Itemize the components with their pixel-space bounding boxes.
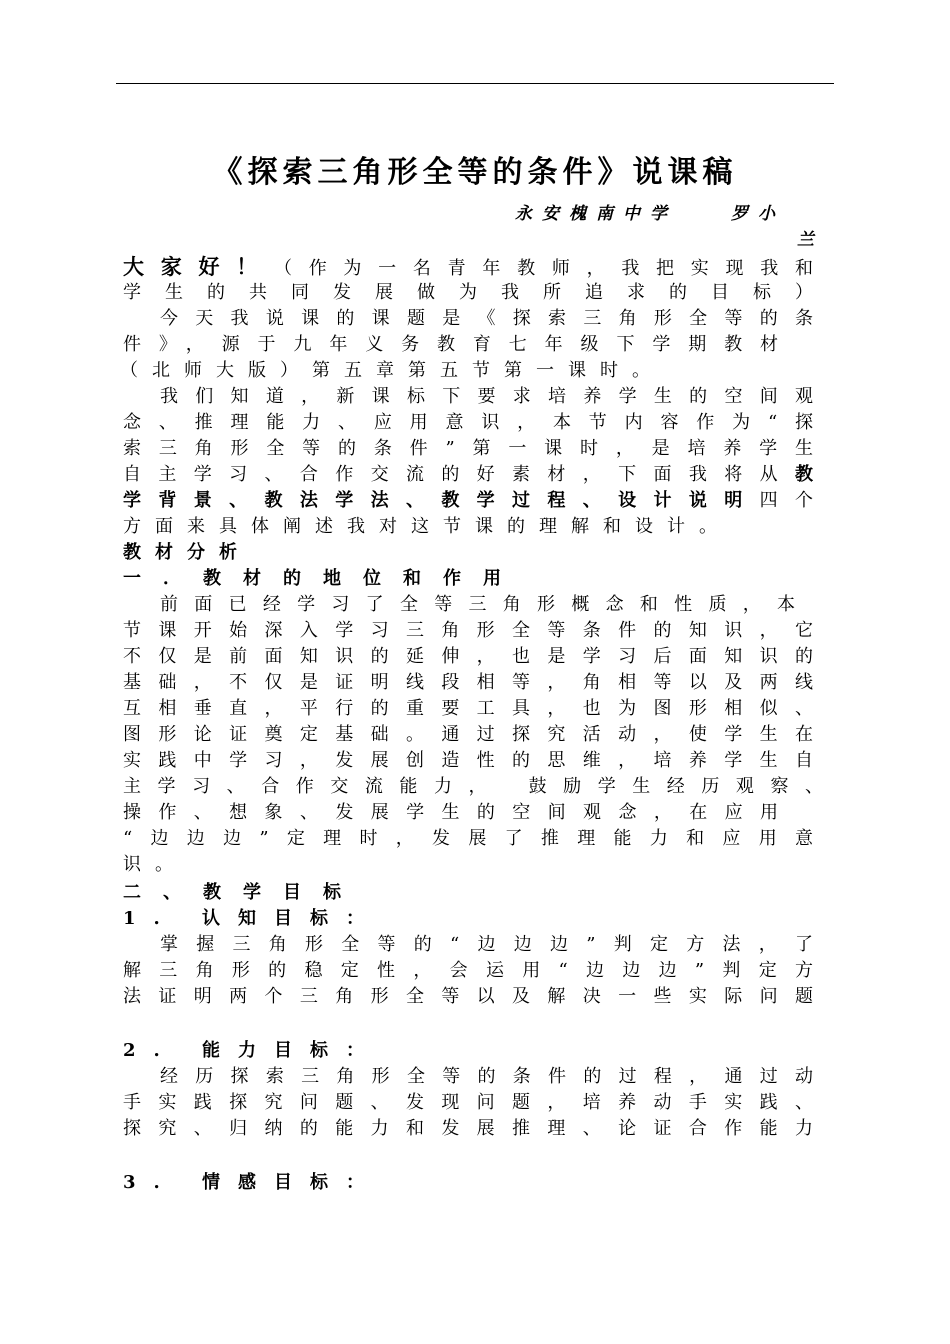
intro-line-10-text: 四个 (759, 490, 814, 511)
intro-line-11: 方面来具体阐述我对这节课的理解和设计。 (123, 516, 731, 537)
cognitive-line-3: 法证明两个三角形全等以及解决一些实际问题 (123, 986, 813, 1007)
intro-line-10 (123, 488, 813, 514)
material-line-5: 互相垂直，平行的重要工具，也为图形相似、 (123, 698, 813, 719)
material-line-7: 实践中学习，发展创造性的思维，培养学生自 (123, 750, 813, 771)
intro-line-9 (123, 462, 813, 488)
author-school-line: 永安槐南中学 罗小 (515, 204, 785, 224)
cognitive-line-2: 解三角形的稳定性，会运用“边边边”判定方 (123, 960, 813, 981)
heading-ability-goals: 2. 能力目标： (123, 1040, 383, 1061)
heading-emotion-goals: 3. 情感目标： (123, 1172, 383, 1193)
material-line-1: 前面已经学习了全等三角形概念和性质，本 (160, 594, 795, 615)
intro-line-1 (123, 254, 813, 280)
heading-material-analysis: 教材分析 (123, 542, 251, 563)
intro-line-3: 今天我说课的课题是《探索三角形全等的条 (160, 308, 813, 329)
header-rule (116, 83, 834, 84)
cognitive-line-1: 掌握三角形全等的“边边边”判定方法，了 (160, 934, 813, 955)
intro-line-1-rest: （作为一名青年教师，我把实现我和 (273, 258, 814, 279)
intro-line-10-bold: 学背景、教法学法、教学过程、设计说明 (123, 490, 760, 511)
intro-line-9-text: 自主学习、合作交流的好素材，下面我将从 (123, 464, 795, 485)
ability-line-2: 手实践探究问题、发现问题，培养动手实践、 (123, 1092, 813, 1113)
author-name-tail: 兰 (797, 230, 814, 250)
material-line-4: 基础，不仅是证明线段相等，角相等以及两线 (123, 672, 813, 693)
intro-line-5: （北师大版）第五章第五节第一课时。 (120, 360, 664, 381)
material-line-10: “边边边”定理时，发展了推理能力和应用意 (123, 828, 813, 849)
intro-line-4: 件》，源于九年义务教育七年级下学期教材 (123, 334, 778, 355)
material-line-2: 节课开始深入学习三角形全等条件的知识，它 (123, 620, 813, 641)
ability-line-1: 经历探索三角形全等的条件的过程，通过动 (160, 1066, 813, 1087)
intro-line-9-bold: 教 (795, 464, 813, 485)
material-line-9: 操作、想象、发展学生的空间观念，在应用 (123, 802, 778, 823)
intro-line-6: 我们知道，新课标下要求培养学生的空间观 (160, 386, 813, 407)
heading-teaching-goals: 二、教学目标 (123, 882, 363, 903)
heading-material-role: 一．教材的地位和作用 (123, 568, 523, 589)
material-line-6: 图形论证奠定基础。通过探究活动，使学生在 (123, 724, 813, 745)
document-title: 《探索三角形全等的条件》说课稿 (212, 155, 738, 190)
material-line-8: 主学习、合作交流能力， 鼓励学生经历观察、 (123, 776, 823, 797)
material-line-11: 识。 (123, 854, 187, 875)
intro-line-8: 索三角形全等的条件”第一课时，是培养学生 (123, 438, 813, 459)
intro-line-7: 念、推理能力、应用意识，本节内容作为“探 (123, 412, 813, 433)
material-line-3: 不仅是前面知识的延伸，也是学习后面知识的 (123, 646, 813, 667)
greeting: 大家好！ (123, 254, 274, 279)
intro-line-2: 学生的共同发展做为我所追求的目标） (123, 282, 813, 303)
heading-cognitive-goals: 1. 认知目标： (123, 908, 383, 929)
ability-line-3: 探究、归纳的能力和发展推理、论证合作能力 (123, 1118, 813, 1139)
